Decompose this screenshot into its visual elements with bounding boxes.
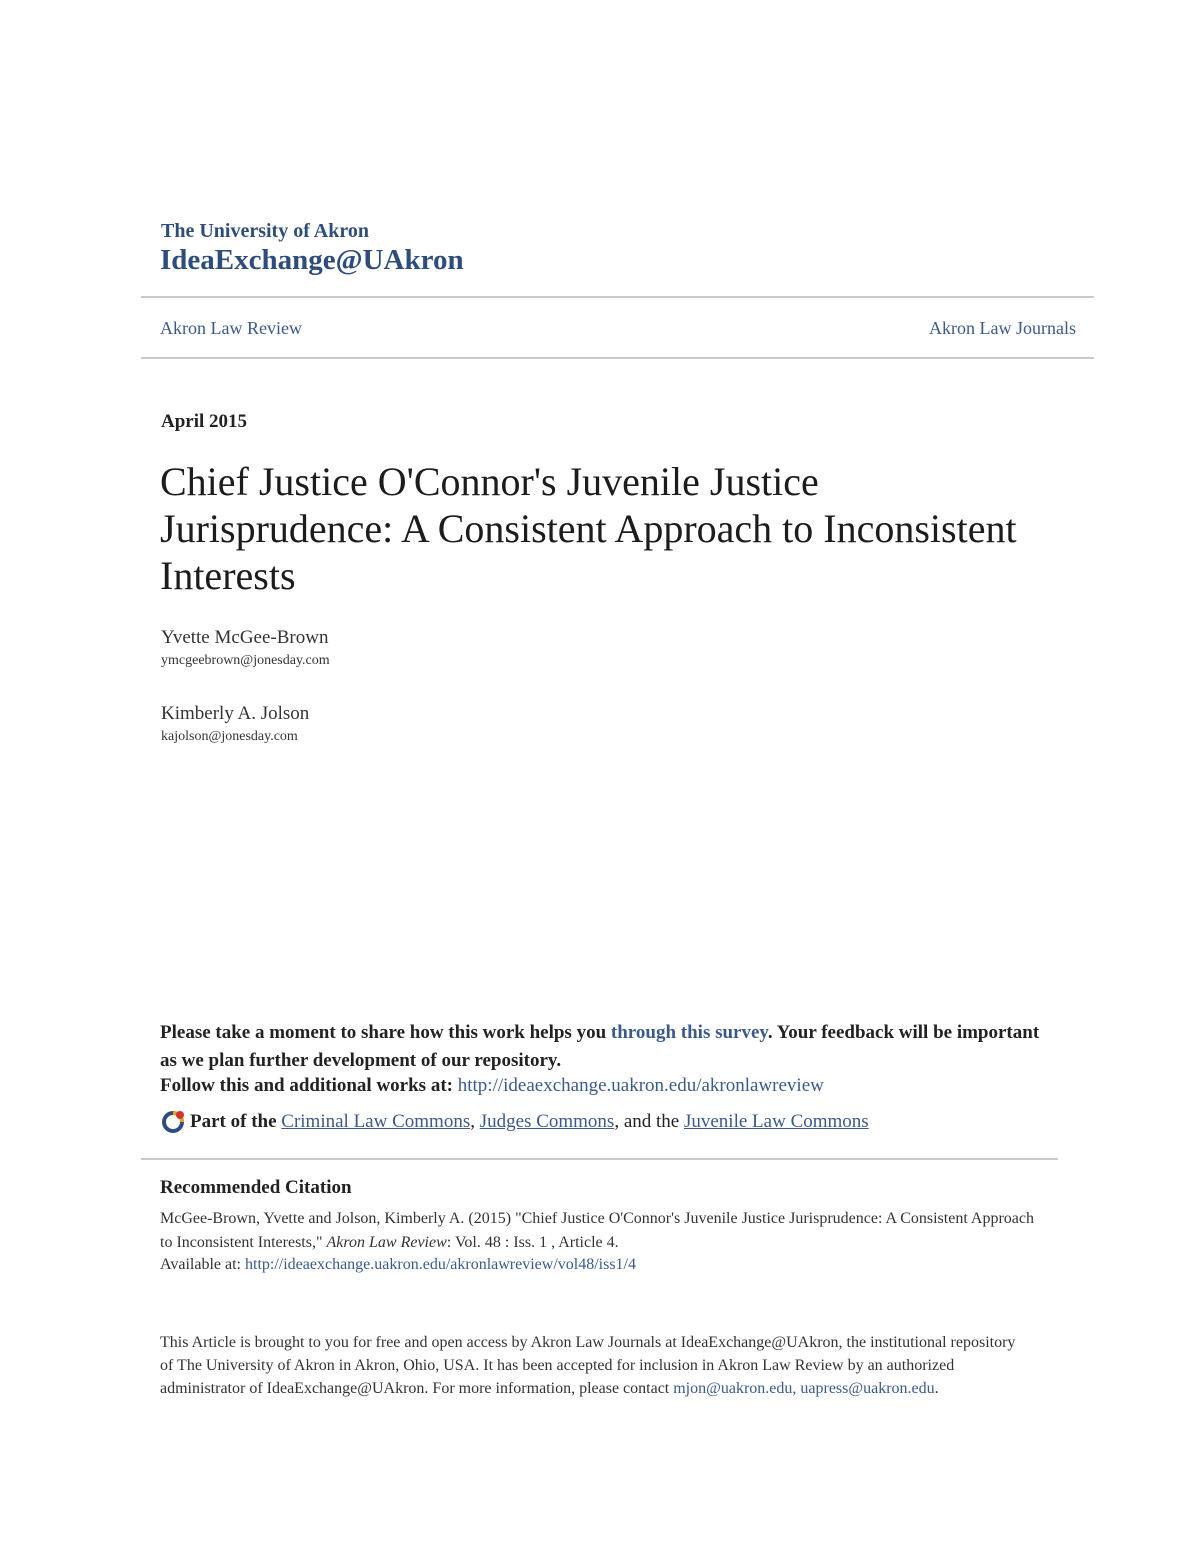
network-commons-icon [160,1109,186,1135]
survey-notice [160,1019,1060,1075]
part-of-label: Part of the [190,1111,282,1132]
access-text: This Article is brought to you for free and open access by Akron Law Journals at IdeaExchange@UAkron, the institutional repository of The University of Akron in Akron, Ohio, USA. It has been accepted for inclusion in Akron Law Review by an authorized administrator of IdeaExchange@UAkron. For more information, please contact [160,1334,1016,1397]
part-of-line [160,1109,869,1135]
separator: , [470,1111,480,1132]
publication-date: April 2015 [161,411,248,432]
follow-label: Follow this and additional works at: [160,1075,458,1096]
institution-name: The University of Akron [161,220,369,242]
collection-link[interactable]: Akron Law Review [160,318,302,338]
header-divider-top [141,296,1094,298]
juvenile-law-commons-link[interactable]: Juvenile Law Commons [683,1111,869,1132]
contact-email-link[interactable]: mjon@uakron.edu, uapress@uakron.edu [673,1380,935,1397]
article-url-link[interactable]: http://ideaexchange.uakron.edu/akronlawreview/vol48/iss1/4 [245,1256,636,1273]
header-divider-bottom [141,357,1094,359]
citation-heading: Recommended Citation [160,1177,352,1198]
author-name: Kimberly A. Jolson [161,703,310,724]
citation-divider [141,1158,1058,1160]
availability-label: Available at: [160,1256,245,1273]
author-email: ymcgeebrown@jonesday.com [161,653,330,668]
author-block [161,703,309,745]
survey-text-end: . Your feedback will be important as we plan further development of our repository. [160,1022,1040,1071]
access-statement [160,1331,1020,1400]
citation-body: McGee-Brown, Yvette and Jolson, Kimberly A. (2015) "Chief Justice O'Connor's Juvenile Justice Jurisprudence: A Consistent Approach to Inconsistent Interests," [160,1210,1034,1251]
follow-line [160,1075,824,1097]
access-text-end: . [934,1380,939,1397]
citation-text [160,1207,1050,1255]
author-name: Yvette McGee-Brown [161,627,329,648]
article-title: Chief Justice O'Connor's Juvenile Justice Jurisprudence: A Consistent Approach to Inconsistent Interests [160,459,1017,598]
survey-text: Please take a moment to share how this work helps you [160,1022,611,1043]
availability-line [160,1256,636,1274]
judges-commons-link[interactable]: Judges Commons [479,1111,615,1132]
journals-link[interactable]: Akron Law Journals [929,318,1076,338]
criminal-law-commons-link[interactable]: Criminal Law Commons [281,1111,471,1132]
citation-volume: : Vol. 48 : Iss. 1 , Article 4. [446,1234,619,1251]
survey-link[interactable]: through this survey [610,1022,768,1043]
author-block [161,627,330,669]
separator: , and the [614,1111,684,1132]
collection-url-link[interactable]: http://ideaexchange.uakron.edu/akronlawreview [457,1075,824,1096]
author-email: kajolson@jonesday.com [161,729,298,744]
repository-link[interactable]: IdeaExchange@UAkron [160,244,464,276]
citation-journal: Akron Law Review [326,1234,447,1251]
